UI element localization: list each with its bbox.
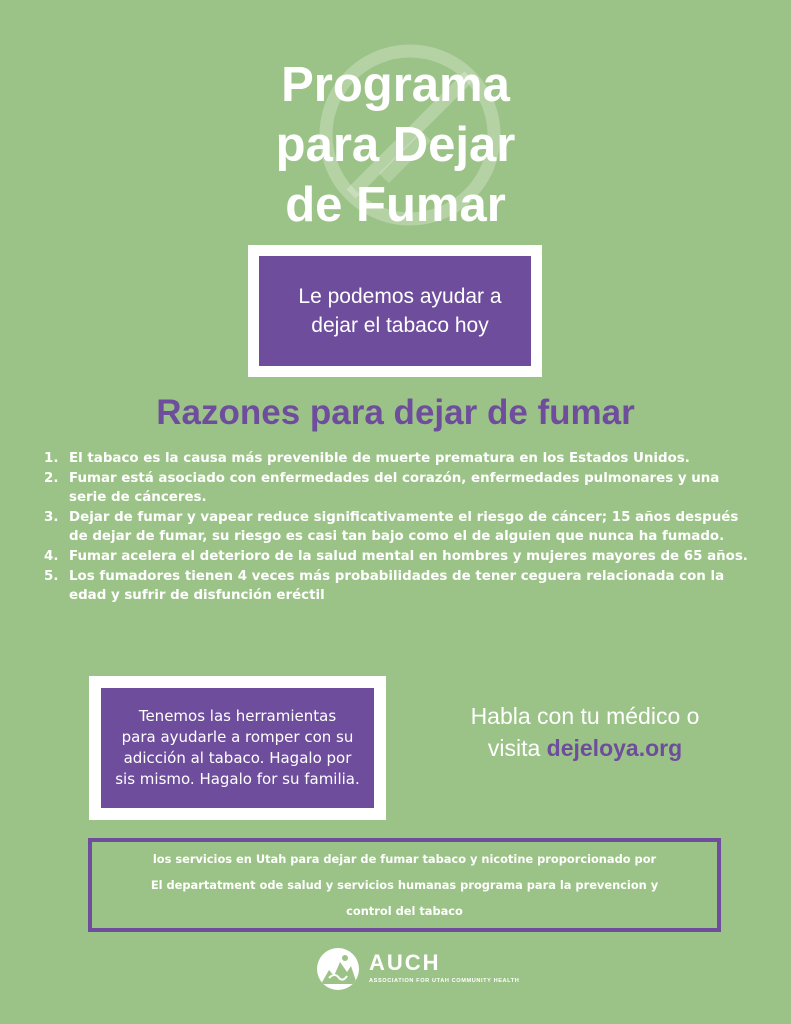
reasons-list (40, 449, 750, 606)
reason-item (40, 449, 750, 469)
services-text: control del tabaco (346, 904, 463, 918)
reason-item (40, 547, 750, 567)
tools-text: Tenemos las herramientas (138, 707, 337, 725)
talk-prefix: visita (487, 735, 547, 761)
logo-subtitle: ASSOCIATION FOR UTAH COMMUNITY HEALTH (369, 978, 520, 984)
tools-text: sis mismo. Hagalo for su familia. (115, 770, 360, 788)
tools-inner (101, 688, 374, 808)
website-link[interactable]: dejeloya.org (546, 735, 683, 761)
reason-number: 5. (44, 568, 59, 584)
services-text: El departatment ode salud y servicios humanas programa para la prevencion y (150, 878, 659, 892)
reason-text: Dejar de fumar y vapear reduce significativamente el riesgo de cáncer; 15 años después de dejar de fumar, su riesgo es casi tan bajo como el de alguien que nunca ha fumado. (69, 509, 739, 545)
reason-number: 1. (44, 451, 59, 466)
services-box (88, 838, 721, 932)
reason-number: 2. (44, 470, 59, 486)
reason-item (40, 469, 750, 508)
tools-text: adicción al tabaco. Hagalo por (123, 749, 352, 767)
logo-name: AUCH (369, 950, 441, 975)
reason-text: Los fumadores tienen 4 veces más probabilidades de tener ceguera relacionada con la edad y sufrir de disfunción eréctil (69, 568, 725, 604)
reason-number: 3. (44, 509, 59, 525)
reasons-heading: Razones para dejar de fumar (156, 393, 635, 432)
reason-item (40, 567, 750, 606)
auch-logo-icon (317, 948, 359, 990)
title-line: Programa (281, 58, 510, 112)
services-text: los servicios en Utah para dejar de fumar tabaco y nicotine proporcionado por (152, 852, 657, 866)
callout-text: Le podemos ayudar a (298, 285, 502, 308)
callout-text: dejar el tabaco hoy (311, 314, 489, 337)
talk-to-doctor (430, 700, 740, 764)
title-line: de Fumar (285, 178, 506, 232)
reason-text: Fumar está asociado con enfermedades del corazón, enfermedades pulmonares y una serie de cánceres. (69, 470, 720, 506)
reason-text: El tabaco es la causa más prevenible de muerte prematura en los Estados Unidos. (69, 451, 690, 466)
reason-item (40, 508, 750, 547)
auch-logo (317, 948, 557, 998)
callout-box (248, 245, 542, 377)
title-line: para Dejar (275, 118, 516, 172)
reason-number: 4. (44, 548, 59, 564)
talk-line: Habla con tu médico o (470, 703, 700, 729)
talk-line-2 (430, 732, 740, 764)
page-title (0, 55, 791, 235)
tools-box (89, 676, 386, 820)
reason-text: Fumar acelera el deterioro de la salud mental en hombres y mujeres mayores de 65 años. (69, 548, 748, 564)
callout-inner (259, 256, 531, 366)
tools-text: para ayudarle a romper con su (121, 728, 354, 746)
